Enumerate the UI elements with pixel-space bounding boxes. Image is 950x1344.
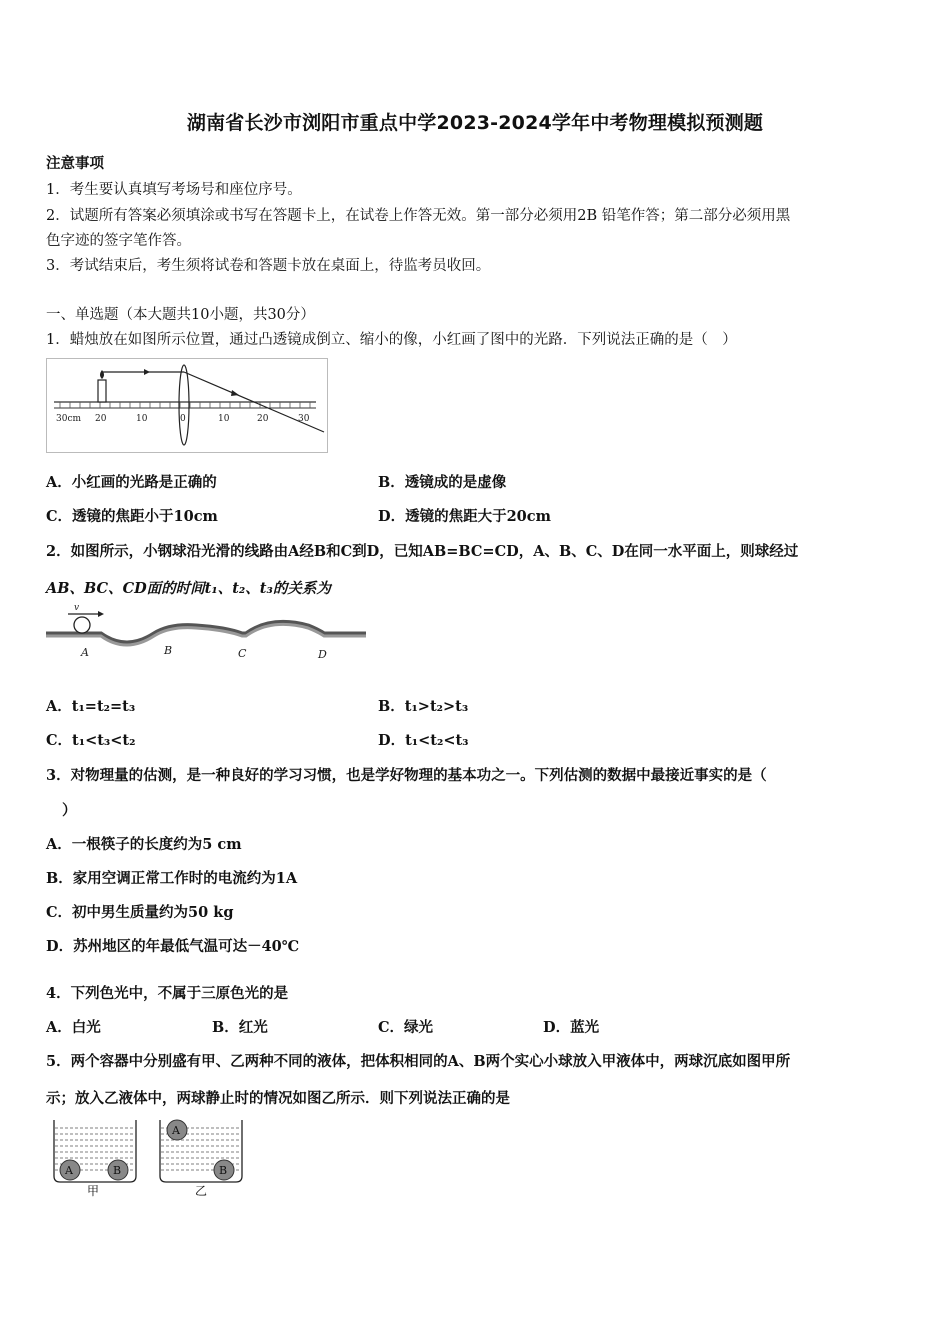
ball-label-b: B bbox=[113, 1164, 122, 1177]
q3-option-d[interactable]: D．苏州地区的年最低气温可达－40℃ bbox=[46, 938, 300, 955]
q3-option-a[interactable]: A．一根筷子的长度约为5 cm bbox=[46, 836, 242, 853]
question-5-stem-cont: 示；放入乙液体中，两球静止时的情况如图乙所示．则下列说法正确的是 bbox=[46, 1090, 510, 1107]
question-2-stem: 2．如图所示，小钢球沿光滑的线路由A经B和C到D，已知AB=BC=CD，A、B、C、D在同一水平面上，则球经过 bbox=[46, 543, 799, 560]
q1-option-a[interactable]: A．小红画的光路是正确的 bbox=[46, 474, 217, 491]
question-3-stem: 3．对物理量的估测，是一种良好的学习习惯，也是学好物理的基本功之一。下列估测的数据中最接近事实的是（ bbox=[46, 767, 767, 784]
q4-option-c[interactable]: C．绿光 bbox=[378, 1019, 434, 1036]
ball-label-a: A bbox=[172, 1124, 180, 1137]
point-label-b: B bbox=[164, 644, 173, 657]
q3-option-b[interactable]: B．家用空调正常工作时的电流约为1A bbox=[46, 870, 298, 887]
page-title: 湖南省长沙市浏阳市重点中学2023-2024学年中考物理模拟预测题 bbox=[186, 112, 764, 134]
ruler-label: 30 bbox=[298, 414, 310, 424]
question-5-stem: 5．两个容器中分别盛有甲、乙两种不同的液体，把体积相同的A、B两个实心小球放入甲液体中，两球沉底如图甲所 bbox=[46, 1053, 791, 1070]
q2-option-c[interactable]: C．t₁<t₃<t₂ bbox=[46, 732, 136, 749]
ball-label-b: B bbox=[219, 1164, 228, 1177]
section-heading: 一、单选题（本大题共10小题，共30分） bbox=[46, 307, 315, 323]
question-3-stem-cont: ） bbox=[62, 802, 77, 819]
q1-option-d[interactable]: D．透镜的焦距大于20cm bbox=[378, 508, 551, 525]
q1-option-b[interactable]: B．透镜成的是虚像 bbox=[378, 474, 507, 491]
ruler-label: 10 bbox=[218, 414, 230, 424]
notice-item: 1．考生要认真填写考场号和座位序号。 bbox=[46, 182, 302, 198]
q4-option-b[interactable]: B．红光 bbox=[212, 1019, 268, 1036]
lens-figure bbox=[46, 358, 328, 453]
q3-option-c[interactable]: C．初中男生质量约为50 kg bbox=[46, 904, 234, 921]
ball-label-a: A bbox=[65, 1164, 73, 1177]
question-1-stem: 1．蜡烛放在如图所示位置，通过凸透镜成倒立、缩小的像，小红画了图中的光路．下列说法正确的是（ ） bbox=[46, 332, 737, 348]
question-2-stem-cont: AB、BC、CD面的时间t₁、t₂、t₃的关系为 bbox=[46, 580, 331, 597]
q4-option-d[interactable]: D．蓝光 bbox=[543, 1019, 600, 1036]
ruler-label: 20 bbox=[95, 414, 107, 424]
notice-item: 色字迹的签字笔作答。 bbox=[46, 233, 191, 249]
container-label-yi: 乙 bbox=[195, 1184, 208, 1198]
question-4-stem: 4．下列色光中，不属于三原色光的是 bbox=[46, 985, 289, 1002]
ruler-label: 20 bbox=[257, 414, 269, 424]
q1-option-c[interactable]: C．透镜的焦距小于10cm bbox=[46, 508, 218, 525]
ruler-label: 0 bbox=[180, 414, 186, 424]
containers-figure bbox=[50, 1116, 250, 1200]
velocity-label: v bbox=[74, 603, 80, 613]
notice-item: 2．试题所有答案必须填涂或书写在答题卡上，在试卷上作答无效。第一部分必须用2B 铅笔作答；第二部分必须用黑 bbox=[46, 208, 791, 224]
q2-option-d[interactable]: D．t₁<t₂<t₃ bbox=[378, 732, 469, 749]
point-label-a: A bbox=[81, 646, 89, 659]
notice-item: 3．考试结束后，考生须将试卷和答题卡放在桌面上，待监考员收回。 bbox=[46, 258, 491, 274]
point-label-c: C bbox=[238, 647, 247, 660]
notice-heading: 注意事项 bbox=[46, 155, 104, 172]
ruler-label: 10 bbox=[136, 414, 148, 424]
ruler-label: 30cm bbox=[56, 414, 82, 424]
point-label-d: D bbox=[318, 648, 327, 661]
q2-option-b[interactable]: B．t₁>t₂>t₃ bbox=[378, 698, 469, 715]
container-label-jia: 甲 bbox=[87, 1184, 100, 1198]
track-figure bbox=[46, 602, 368, 664]
q4-option-a[interactable]: A．白光 bbox=[46, 1019, 101, 1036]
q2-option-a[interactable]: A．t₁=t₂=t₃ bbox=[46, 698, 136, 715]
